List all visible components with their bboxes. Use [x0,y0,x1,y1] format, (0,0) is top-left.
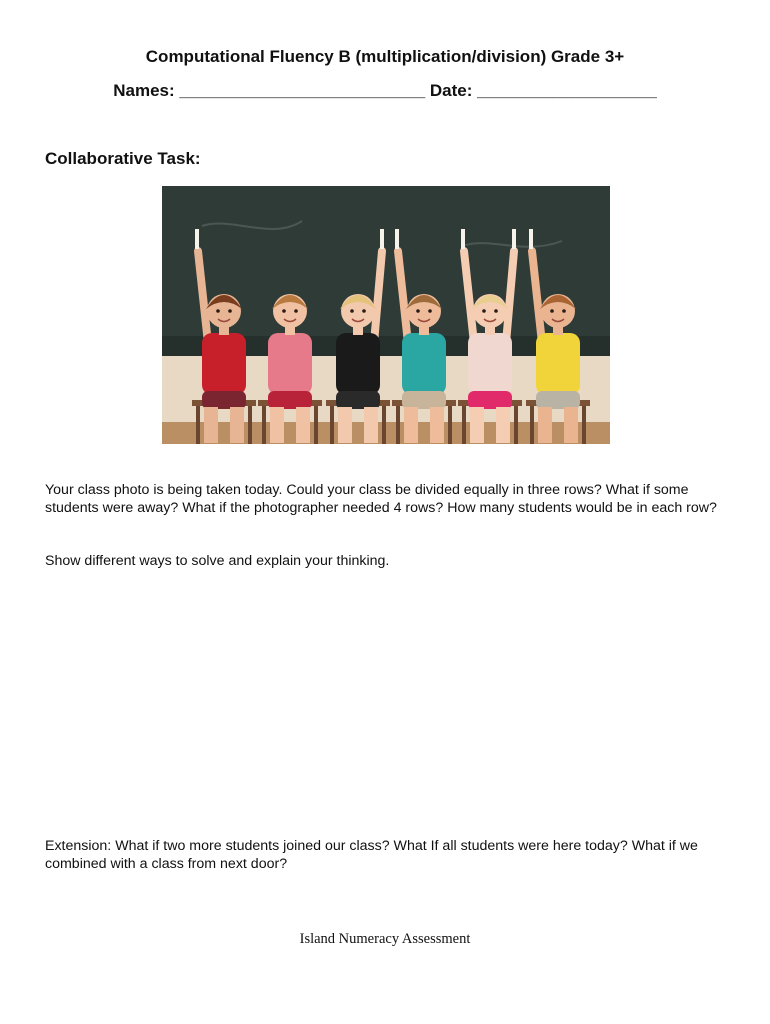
child-eye [562,309,566,313]
chair-leg [530,406,534,444]
child-pants [202,391,246,409]
child-eye [294,309,298,313]
child-pants [536,391,580,409]
child-eye [494,309,498,313]
child-eye [482,309,486,313]
chalk-stick [529,229,533,249]
child-shirt [468,333,512,395]
child-shirt [202,333,246,395]
child-leg [404,407,418,443]
chair-leg [196,406,200,444]
child-leg [564,407,578,443]
chalk-stick [461,229,465,249]
child-leg [538,407,552,443]
child-shirt [268,333,312,395]
child-eye [550,309,554,313]
child-eye [216,309,220,313]
child-leg [470,407,484,443]
child-leg [270,407,284,443]
instruction-paragraph: Show different ways to solve and explain your thinking. [45,553,390,569]
section-heading: Collaborative Task: [45,149,201,168]
extension-paragraph: Extension: What if two more students joined our class? What If all students were here today? What if we combined with a class from next door? [45,838,698,872]
class-photo [162,186,610,444]
chalk-stick [380,229,384,249]
child-shirt [336,333,380,395]
child-eye [228,309,232,313]
child-leg [338,407,352,443]
chair-leg [448,406,452,444]
chair-leg [314,406,318,444]
footer-text: Island Numeracy Assessment [299,931,471,947]
child-leg [204,407,218,443]
chair-leg [262,406,266,444]
child-eye [428,309,432,313]
chair-leg [396,406,400,444]
child-eye [350,309,354,313]
child-leg [230,407,244,443]
names-date-line: Names: __________________________ Date: ___________________ [113,81,657,100]
child-eye [362,309,366,313]
child-leg [496,407,510,443]
child-pants [468,391,512,409]
child-eye [416,309,420,313]
child-leg [296,407,310,443]
chalk-stick [512,229,516,249]
child-leg [430,407,444,443]
child-shirt [402,333,446,395]
child-pants [336,391,380,409]
chair-leg [514,406,518,444]
document-title: Computational Fluency B (multiplication/division) Grade 3+ [145,47,625,66]
chair-leg [330,406,334,444]
chalk-stick [195,229,199,249]
chalk-stick [395,229,399,249]
chair-leg [462,406,466,444]
child-shirt [536,333,580,395]
task-paragraph: Your class photo is being taken today. Could your class be divided equally in three rows? What if some students were away? What if the photographer needed 4 rows? How many students would be in each row? [45,482,717,516]
child-leg [364,407,378,443]
chair-leg [582,406,586,444]
chair-leg [382,406,386,444]
chair-leg [248,406,252,444]
child-pants [268,391,312,409]
child-pants [402,391,446,409]
child-eye [282,309,286,313]
